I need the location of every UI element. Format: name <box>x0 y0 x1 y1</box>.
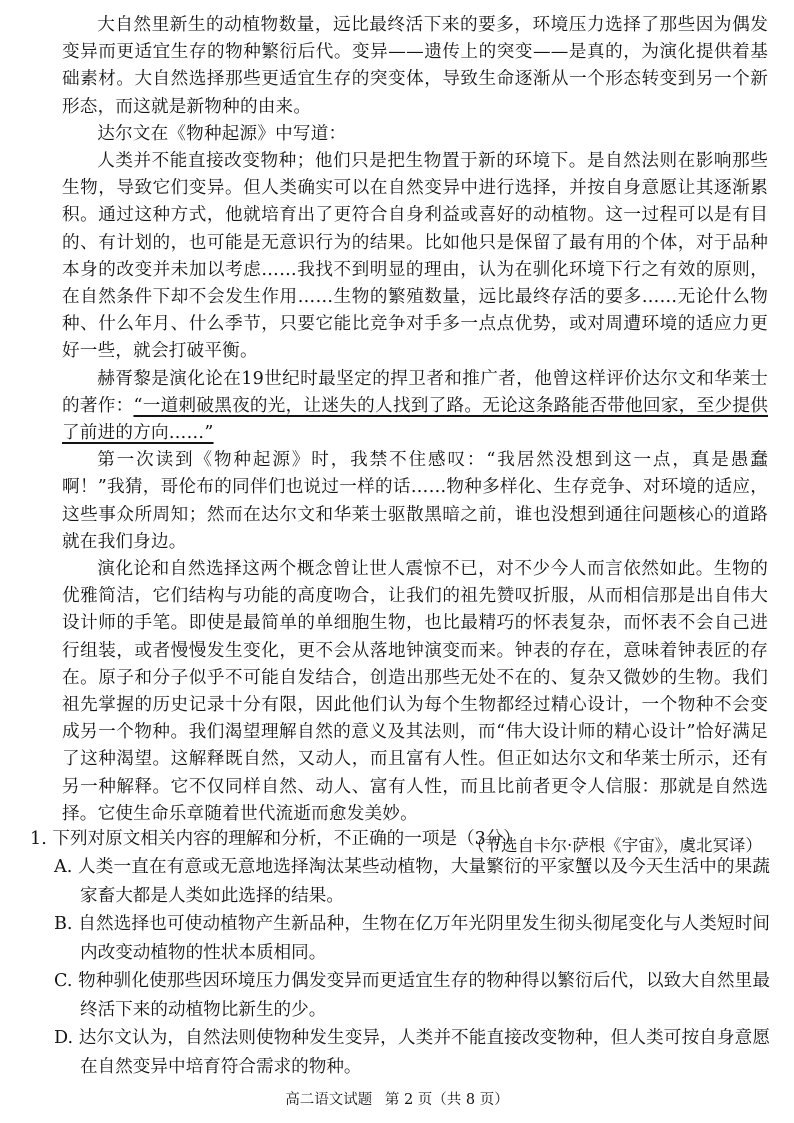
option-c: C. 物种驯化使那些因环境压力偶发变异而更适宜生存的物种得以繁衍后代，以致大自然里最终活下来的动植物比新生的少。 <box>54 971 770 1020</box>
exam-name: 高二语文试题 <box>285 1092 373 1108</box>
passage-source: （节选自卡尔·萨根《宇宙》，虞北冥译） <box>468 836 762 856</box>
option-b: B. 自然选择也可使动植物产生新品种，生物在亿万年光阴里发生彻头彻尾变化与人类短时间内改变动植物的性状本质相同。 <box>54 914 770 963</box>
passage-paragraph-5: 第一次读到《物种起源》时，我禁不住感叹：“我居然没想到这一点，真是愚蠢啊！”我猜，哥伦布的同伴们也说过一样的话……物种多样化、生存竞争、对环境的适应，这些事众所周知；然而在达尔文和华莱士驱散黑暗之前，谁也没想到通往问题核心的道路就在我们身边。 <box>62 450 768 552</box>
passage-paragraph-2: 达尔文在《物种起源》中写道： <box>97 123 347 144</box>
page-footer <box>0 1090 794 1110</box>
huxley-intro: 赫胥黎是演化论在19世纪时最坚定的捍卫者和推广者，他曾这样评价达尔文和华莱士的著作： <box>62 368 768 416</box>
option-d: D. 达尔文认为，自然法则使物种发生变异，人类并不能直接改变物种，但人类可按自身意愿在自然变异中培育符合需求的物种。 <box>54 1028 770 1077</box>
option-a: A. 人类一直在有意或无意地选择淘汰某些动植物，大量繁衍的平家蟹以及今天生活中的果蔬家畜大都是人类如此选择的结果。 <box>54 857 770 906</box>
passage-paragraph-6: 演化论和自然选择这两个概念曾让世人震惊不已，对不少今人而言依然如此。生物的优雅简洁，它们结构与功能的高度吻合，让我们的祖先赞叹折服，从而相信那是出自伟大设计师的手笔。即使是最简单的单细胞生物，也比最精巧的怀表复杂，而怀表不会自己进行组装，或者慢慢发生变化，更不会从落地钟演变而来。钟表的存在，意味着钟表匠的存在。原子和分子似乎不可能自发结合，创造出那些无处不在的、复杂又微妙的生物。我们祖先掌握的历史记录十分有限，因此他们认为每个生物都经过精心设计，一个物种不会变成另一个物种。我们渴望理解自然的意义及其法则，而“伟大设计师的精心设计”恰好满足了这种渴望。这解释既自然，又动人，而且富有人性。但正如达尔文和华莱士所示，还有另一种解释。它不仅同样自然、动人、富有人性，而且比前者更令人信服：那就是自然选择。它使生命乐章随着世代流逝而愈发美妙。 <box>62 559 768 824</box>
reading-passage <box>62 12 768 860</box>
huxley-paragraph <box>62 366 768 448</box>
huxley-quote: “一道刺破黑夜的光，让迷失的人找到了路。无论这条路能否带他回家，至少提供了前进的方向……” <box>62 395 768 444</box>
question-block <box>30 825 770 1081</box>
darwin-quote-paragraph: 人类并不能直接改变物种；他们只是把生物置于新的环境下。是自然法则在影响那些生物，导致它们变异。但人类确实可以在自然变异中进行选择，并按自身意愿让其逐渐累积。通过这种方式，他就培育出了更符合自身利益或喜好的动植物。这一过程可以是有目的、有计划的，也可能是无意识行为的结果。比如他只是保留了最有用的个体，对于品种本身的改变并未加以考虑……我找不到明显的理由，认为在驯化环境下行之有效的原则，在自然条件下却不会发生作用……生物的繁殖数量，远比最终存活的要多……无论什么物种、什么年月、什么季节，只要它能比竞争对手多一点点优势，或对周遭环境的适应力更好一些，就会打破平衡。 <box>62 151 768 362</box>
passage-paragraph-1: 大自然里新生的动植物数量，远比最终活下来的要多，环境压力选择了那些因为偶发变异而更适宜生存的物种繁衍后代。变异——遗传上的突变——是真的，为演化提供着基础素材。大自然选择那些更适宜生存的突变体，导致生命逐渐从一个形态转变到另一个新形态，而这就是新物种的由来。 <box>62 15 768 117</box>
question-stem: 1. 下列对原文相关内容的理解和分析，不正确的一项是（3分） <box>30 829 522 849</box>
page-number: 第 2 页（共 8 页） <box>384 1092 509 1108</box>
